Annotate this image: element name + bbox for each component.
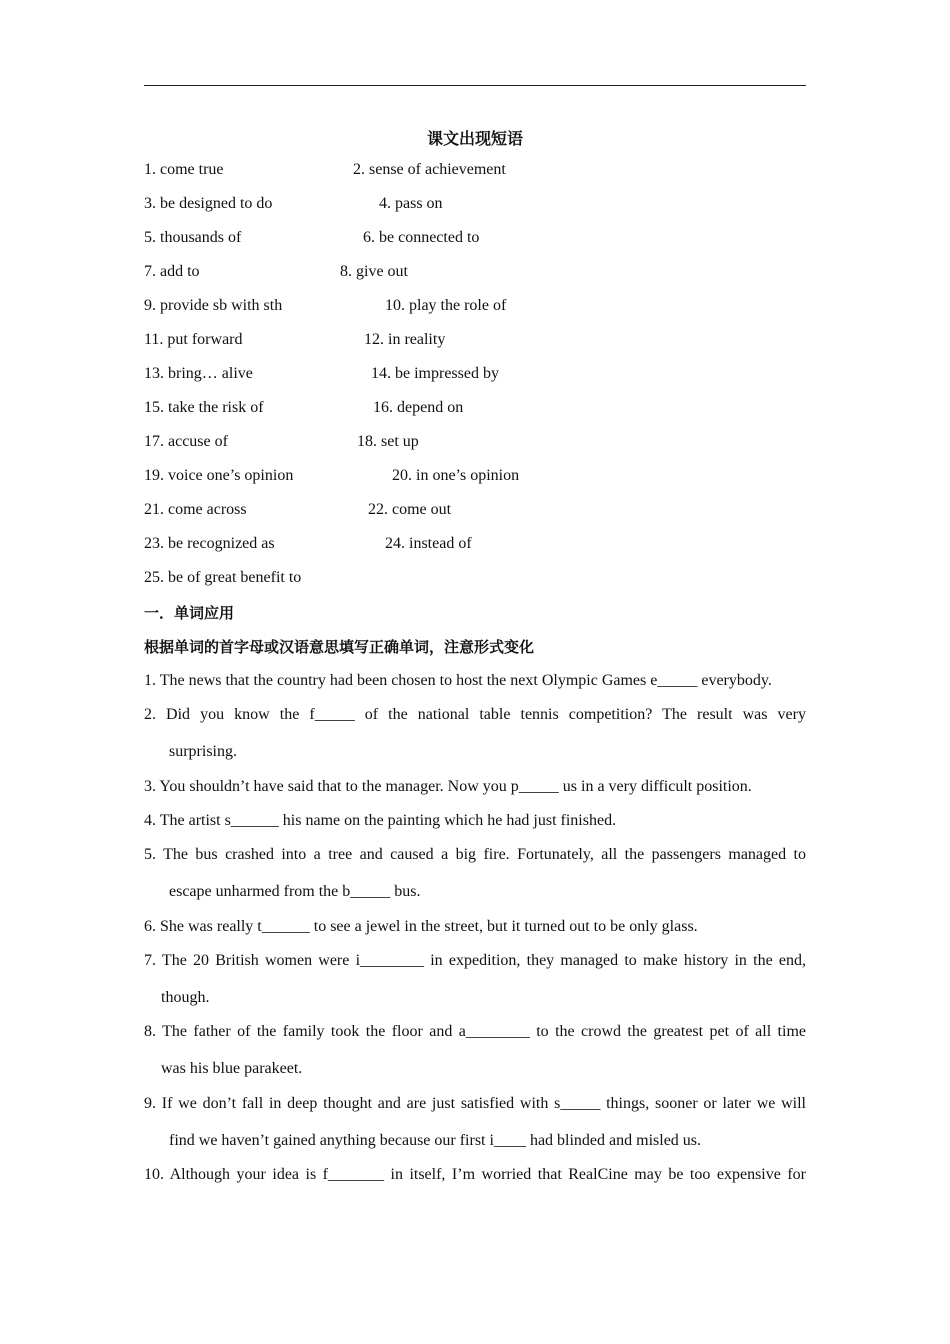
phrase-item: 5. thousands of: [144, 229, 242, 246]
phrase-item: 4. pass on: [379, 195, 443, 212]
question-6: 6. She was really t______ to see a jewel in the street, but it turned out to be only glass.: [144, 918, 698, 935]
question-7-cont: though.: [161, 989, 210, 1006]
question-1: 1. The news that the country had been chosen to host the next Olympic Games e_____ everybody.: [144, 672, 772, 689]
phrase-item: 15. take the risk of: [144, 399, 264, 416]
phrase-item: 12. in reality: [364, 331, 446, 348]
question-4: 4. The artist s______ his name on the painting which he had just finished.: [144, 812, 617, 829]
question-5-cont: escape unharmed from the b_____ bus.: [169, 883, 421, 900]
question-2: 2. Did you know the f_____ of the national table tennis competition? The result was very: [144, 706, 806, 723]
phrase-item: 1. come true: [144, 161, 224, 178]
question-9-cont: find we haven’t gained anything because our first i____ had blinded and misled us.: [169, 1132, 702, 1149]
question-5: 5. The bus crashed into a tree and caused a big fire. Fortunately, all the passengers managed to: [144, 846, 806, 863]
phrases-heading: 课文出现短语: [426, 129, 523, 148]
phrase-item: 24. instead of: [385, 535, 472, 552]
phrase-item: 2. sense of achievement: [353, 161, 506, 178]
section-instruction: 根据单词的首字母或汉语意思填写正确单词，注意形式变化: [144, 638, 535, 656]
question-8-cont: was his blue parakeet.: [161, 1060, 303, 1077]
phrase-item: 16. depend on: [373, 399, 464, 416]
phrase-item: 20. in one’s opinion: [392, 467, 520, 484]
question-8: 8. The father of the family took the floor and a________ to the crowd the greatest pet of all time: [144, 1023, 806, 1040]
phrase-item: 22. come out: [368, 501, 452, 518]
phrase-item: 11. put forward: [144, 331, 243, 348]
phrase-item: 19. voice one’s opinion: [144, 467, 294, 484]
phrase-item: 6. be connected to: [363, 229, 480, 246]
phrase-item: 21. come across: [144, 501, 247, 518]
phrase-item: 14. be impressed by: [371, 365, 499, 382]
question-10: 10. Although your idea is f_______ in itself, I’m worried that RealCine may be too expensive for: [144, 1166, 806, 1183]
phrase-item: 9. provide sb with sth: [144, 297, 283, 314]
phrase-item: 13. bring… alive: [144, 365, 253, 382]
question-9: 9. If we don’t fall in deep thought and are just satisfied with s_____ things, sooner or later we will: [144, 1095, 806, 1112]
phrase-item: 3. be designed to do: [144, 195, 273, 212]
phrase-item: 25. be of great benefit to: [144, 569, 302, 586]
question-7: 7. The 20 British women were i________ in expedition, they managed to make history in the end,: [144, 952, 806, 969]
question-2-cont: surprising.: [169, 743, 237, 760]
section-title: 一．单词应用: [144, 604, 235, 622]
question-3: 3. You shouldn’t have said that to the manager. Now you p_____ us in a very difficult position.: [144, 778, 752, 795]
phrase-item: 10. play the role of: [385, 297, 507, 314]
header-rule: [144, 85, 806, 86]
phrase-item: 23. be recognized as: [144, 535, 275, 552]
phrase-item: 7. add to: [144, 263, 200, 280]
phrase-item: 17. accuse of: [144, 433, 228, 450]
phrase-item: 18. set up: [357, 433, 419, 450]
phrase-item: 8. give out: [340, 263, 408, 280]
